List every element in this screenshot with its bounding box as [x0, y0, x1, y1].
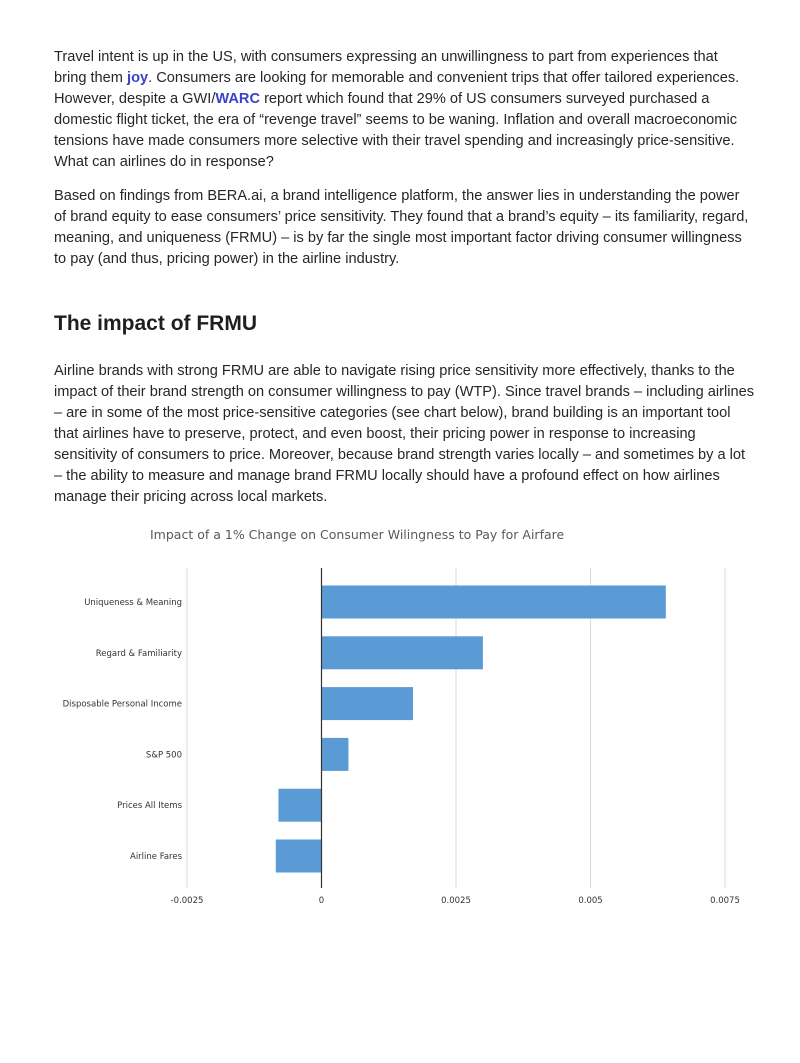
intro-text-middle: . Consumers are looking for memorable and convenient trips that offer tailored experiences. However, despite a GWI/ — [54, 70, 740, 107]
category-label: Uniqueness & Meaning — [84, 598, 182, 608]
tick-label: 0.0075 — [710, 896, 740, 906]
intro-text-end: report which found that 29% of US consumers surveyed purchased a domestic flight ticket, the era of “revenge travel” seems to be waning. Inflation and overall macroeconomic tensions have made consumers more selective with their travel spending and increasingly price-sensitive. What can airlines do in response? — [54, 91, 737, 170]
section-heading: The impact of FRMU — [54, 312, 257, 335]
category-label: S&P 500 — [145, 750, 182, 761]
bar — [322, 738, 349, 771]
bar — [322, 586, 666, 619]
tick-label: 0.005 — [578, 896, 603, 906]
tick-label: -0.0025 — [170, 896, 204, 906]
joy-link[interactable]: joy — [127, 70, 149, 86]
bar — [322, 687, 413, 720]
category-label: Disposable Personal Income — [62, 699, 182, 710]
warc-link[interactable]: WARC — [215, 91, 261, 107]
bar — [276, 840, 322, 873]
category-label: Airline Fares — [130, 852, 182, 862]
category-label: Regard & Familiarity — [95, 648, 182, 659]
frmu-paragraph: Airline brands with strong FRMU are able to navigate rising price sensitivity more effectively, thanks to the impact of their brand strength on consumer willingness to pay (WTP). Since travel brands – including airlines – are in some of the most price-sensitive categories (see chart below), brand building is an important tool that airlines have to preserve, protect, and even boost, their pricing power in response to increasing sensitivity of consumers to price. Moreover, because brand strength varies locally – and sometimes by a lot – the ability to measure and manage brand FRMU locally should have a profound effect on how airlines manage their pricing across local markets. — [54, 363, 755, 505]
bar — [278, 789, 321, 822]
category-label: Prices All Items — [117, 801, 182, 812]
bar — [322, 636, 483, 669]
bera-paragraph: Based on findings from BERA.ai, a brand intelligence platform, the answer lies in understanding the power of brand equity to ease consumers’ price sensitivity. They found that a brand’s equity – its familiarity, regard, meaning, and uniqueness (FRMU) – is by far the single most important factor driving consumer willingness to pay (and thus, pricing power) in the airline industry. — [54, 188, 749, 267]
tick-label: 0.0025 — [441, 896, 471, 906]
intro-text-start: Travel intent is up in the US, with consumers expressing an unwillingness to part from experiences that bring them — [54, 49, 718, 86]
tick-label: 0 — [318, 896, 325, 906]
chart-title: Impact of a 1% Change on Consumer Wilingness to Pay for Airfare — [150, 527, 565, 542]
